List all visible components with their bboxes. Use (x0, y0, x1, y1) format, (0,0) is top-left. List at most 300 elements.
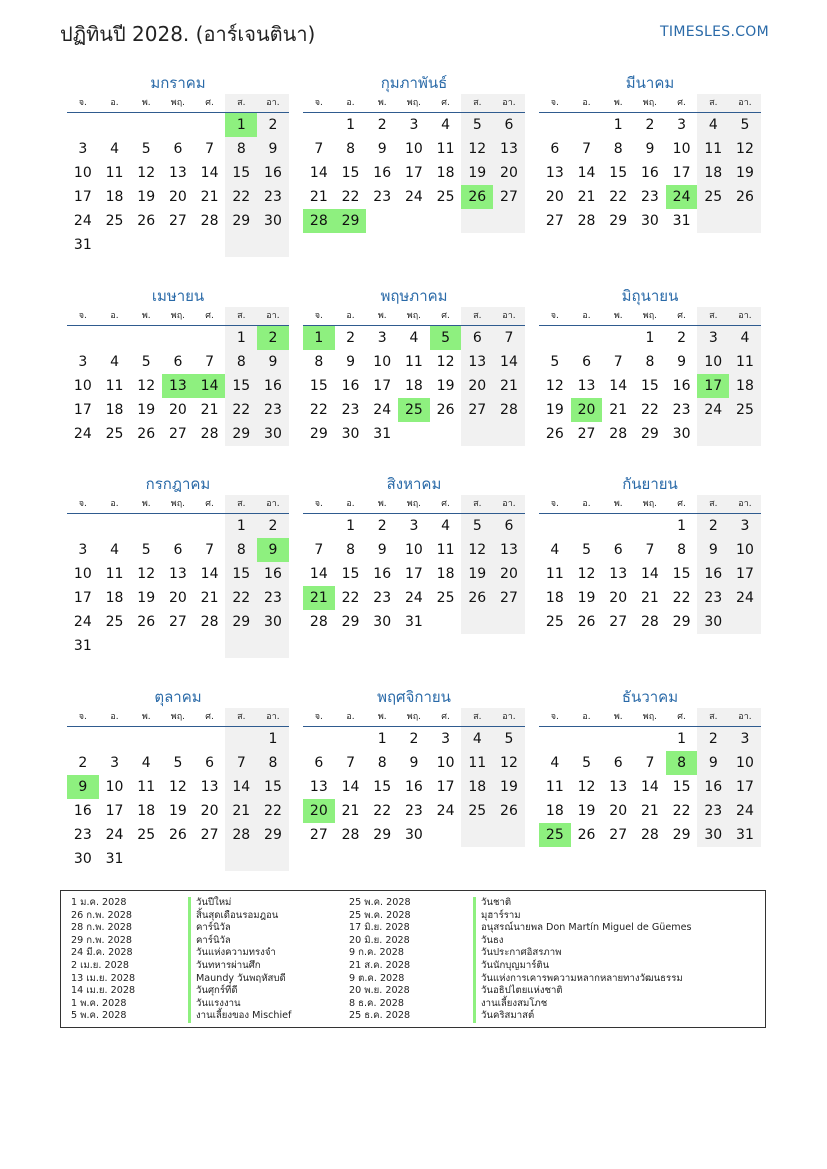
day-cell[interactable]: 21 (309, 189, 328, 205)
day-cell[interactable]: 21 (225, 799, 257, 823)
day-cell[interactable]: 6 (493, 113, 525, 137)
day-cell[interactable]: 19 (461, 161, 493, 185)
day-cell[interactable]: 28 (200, 213, 219, 229)
day-cell[interactable]: 23 (404, 803, 423, 819)
day-cell[interactable]: 3 (78, 354, 88, 370)
day-cell[interactable]: 22 (609, 189, 628, 205)
day-cell[interactable]: 28 (640, 614, 659, 630)
day-cell[interactable]: 29 (640, 426, 659, 442)
day-cell[interactable]: 22 (341, 189, 360, 205)
day-cell[interactable]: 4 (441, 117, 451, 133)
day-cell[interactable]: 18 (436, 165, 455, 181)
day-cell[interactable]: 13 (545, 165, 564, 181)
day-cell[interactable]: 7 (645, 542, 655, 558)
day-cell[interactable]: 15 (309, 378, 328, 394)
day-cell[interactable]: 15 (225, 562, 257, 586)
holiday-day-cell[interactable]: 1 (303, 326, 335, 350)
day-cell[interactable]: 16 (697, 775, 729, 799)
day-cell[interactable]: 10 (729, 751, 761, 775)
holiday-day-cell[interactable]: 9 (257, 538, 289, 562)
day-cell[interactable]: 14 (225, 775, 257, 799)
day-cell[interactable]: 31 (73, 237, 92, 253)
day-cell[interactable]: 18 (729, 374, 761, 398)
day-cell[interactable]: 25 (105, 213, 124, 229)
day-cell[interactable]: 11 (436, 542, 455, 558)
day-cell[interactable]: 2 (257, 113, 289, 137)
day-cell[interactable]: 27 (309, 827, 328, 843)
day-cell[interactable]: 17 (373, 378, 392, 394)
day-cell[interactable]: 5 (582, 542, 591, 558)
day-cell[interactable]: 18 (461, 775, 493, 799)
day-cell[interactable]: 21 (577, 189, 596, 205)
day-cell[interactable]: 17 (404, 165, 423, 181)
day-cell[interactable]: 28 (577, 213, 596, 229)
holiday-day-cell[interactable]: 14 (194, 374, 226, 398)
day-cell[interactable]: 20 (168, 590, 187, 606)
day-cell[interactable]: 27 (493, 586, 525, 610)
day-cell[interactable]: 26 (137, 426, 156, 442)
day-cell[interactable]: 10 (404, 141, 423, 157)
day-cell[interactable]: 6 (205, 755, 215, 771)
day-cell[interactable]: 14 (609, 378, 628, 394)
day-cell[interactable]: 6 (173, 542, 183, 558)
site-logo[interactable]: TIMESLES.COM (660, 24, 769, 40)
day-cell[interactable]: 25 (697, 185, 729, 209)
holiday-day-cell[interactable]: 17 (697, 374, 729, 398)
day-cell[interactable]: 16 (697, 562, 729, 586)
day-cell[interactable]: 12 (137, 566, 156, 582)
holiday-day-cell[interactable]: 20 (303, 799, 335, 823)
day-cell[interactable]: 25 (137, 827, 156, 843)
day-cell[interactable]: 27 (168, 426, 187, 442)
day-cell[interactable]: 11 (105, 566, 124, 582)
day-cell[interactable]: 25 (729, 398, 761, 422)
day-cell[interactable]: 2 (377, 117, 387, 133)
day-cell[interactable]: 8 (677, 542, 687, 558)
day-cell[interactable]: 15 (225, 161, 257, 185)
day-cell[interactable]: 14 (640, 566, 659, 582)
day-cell[interactable]: 16 (341, 378, 360, 394)
day-cell[interactable]: 15 (672, 566, 691, 582)
day-cell[interactable]: 27 (545, 213, 564, 229)
day-cell[interactable]: 24 (404, 189, 423, 205)
day-cell[interactable]: 2 (346, 330, 355, 346)
day-cell[interactable]: 30 (404, 827, 423, 843)
day-cell[interactable]: 2 (677, 330, 687, 346)
day-cell[interactable]: 7 (346, 755, 355, 771)
day-cell[interactable]: 14 (341, 779, 360, 795)
day-cell[interactable]: 28 (225, 823, 257, 847)
day-cell[interactable]: 1 (346, 117, 355, 133)
day-cell[interactable]: 30 (257, 209, 289, 233)
day-cell[interactable]: 3 (729, 727, 761, 751)
day-cell[interactable]: 16 (257, 562, 289, 586)
day-cell[interactable]: 8 (314, 354, 324, 370)
day-cell[interactable]: 9 (697, 538, 729, 562)
day-cell[interactable]: 21 (640, 590, 659, 606)
day-cell[interactable]: 22 (672, 590, 691, 606)
day-cell[interactable]: 1 (677, 731, 687, 747)
day-cell[interactable]: 5 (582, 755, 591, 771)
day-cell[interactable]: 7 (205, 354, 215, 370)
day-cell[interactable]: 29 (257, 823, 289, 847)
day-cell[interactable]: 26 (577, 827, 596, 843)
day-cell[interactable]: 21 (640, 803, 659, 819)
day-cell[interactable]: 1 (377, 731, 387, 747)
day-cell[interactable]: 17 (73, 590, 92, 606)
day-cell[interactable]: 22 (225, 398, 257, 422)
day-cell[interactable]: 9 (697, 751, 729, 775)
day-cell[interactable]: 31 (404, 614, 423, 630)
day-cell[interactable]: 19 (577, 803, 596, 819)
day-cell[interactable]: 30 (697, 610, 729, 634)
day-cell[interactable]: 9 (377, 542, 387, 558)
day-cell[interactable]: 8 (346, 542, 355, 558)
day-cell[interactable]: 19 (461, 562, 493, 586)
day-cell[interactable]: 14 (577, 165, 596, 181)
day-cell[interactable]: 25 (436, 189, 455, 205)
day-cell[interactable]: 7 (493, 326, 525, 350)
day-cell[interactable]: 5 (141, 354, 151, 370)
day-cell[interactable]: 10 (73, 378, 92, 394)
day-cell[interactable]: 31 (672, 213, 691, 229)
day-cell[interactable]: 18 (105, 189, 124, 205)
day-cell[interactable]: 24 (729, 586, 761, 610)
day-cell[interactable]: 1 (677, 518, 687, 534)
holiday-day-cell[interactable]: 24 (666, 185, 698, 209)
day-cell[interactable]: 25 (436, 590, 455, 606)
day-cell[interactable]: 30 (73, 851, 92, 867)
holiday-day-cell[interactable]: 26 (461, 185, 493, 209)
day-cell[interactable]: 30 (373, 614, 392, 630)
day-cell[interactable]: 16 (257, 161, 289, 185)
day-cell[interactable]: 24 (436, 803, 455, 819)
day-cell[interactable]: 1 (225, 514, 257, 538)
day-cell[interactable]: 3 (78, 141, 88, 157)
day-cell[interactable]: 26 (137, 213, 156, 229)
day-cell[interactable]: 22 (341, 590, 360, 606)
day-cell[interactable]: 9 (377, 141, 387, 157)
day-cell[interactable]: 11 (729, 350, 761, 374)
day-cell[interactable]: 3 (409, 518, 419, 534)
day-cell[interactable]: 27 (168, 213, 187, 229)
day-cell[interactable]: 1 (645, 330, 655, 346)
day-cell[interactable]: 9 (257, 137, 289, 161)
day-cell[interactable]: 24 (73, 426, 92, 442)
day-cell[interactable]: 8 (377, 755, 387, 771)
day-cell[interactable]: 13 (493, 538, 525, 562)
day-cell[interactable]: 12 (461, 538, 493, 562)
day-cell[interactable]: 1 (257, 727, 289, 751)
day-cell[interactable]: 24 (105, 827, 124, 843)
day-cell[interactable]: 18 (105, 590, 124, 606)
day-cell[interactable]: 14 (309, 566, 328, 582)
day-cell[interactable]: 20 (200, 803, 219, 819)
day-cell[interactable]: 16 (404, 779, 423, 795)
day-cell[interactable]: 23 (257, 398, 289, 422)
day-cell[interactable]: 24 (404, 590, 423, 606)
day-cell[interactable]: 4 (409, 330, 419, 346)
day-cell[interactable]: 7 (613, 354, 623, 370)
day-cell[interactable]: 14 (309, 165, 328, 181)
day-cell[interactable]: 2 (257, 514, 289, 538)
day-cell[interactable]: 15 (225, 374, 257, 398)
day-cell[interactable]: 7 (205, 141, 215, 157)
day-cell[interactable]: 30 (341, 426, 360, 442)
day-cell[interactable]: 23 (341, 402, 360, 418)
day-cell[interactable]: 3 (377, 330, 387, 346)
day-cell[interactable]: 6 (613, 542, 623, 558)
day-cell[interactable]: 29 (225, 422, 257, 446)
day-cell[interactable]: 16 (373, 566, 392, 582)
day-cell[interactable]: 22 (225, 185, 257, 209)
day-cell[interactable]: 13 (168, 165, 187, 181)
day-cell[interactable]: 22 (257, 799, 289, 823)
day-cell[interactable]: 10 (373, 354, 392, 370)
day-cell[interactable]: 4 (550, 542, 560, 558)
day-cell[interactable]: 20 (168, 402, 187, 418)
day-cell[interactable]: 7 (314, 141, 324, 157)
day-cell[interactable]: 2 (377, 518, 387, 534)
day-cell[interactable]: 15 (373, 779, 392, 795)
day-cell[interactable]: 2 (645, 117, 655, 133)
day-cell[interactable]: 4 (729, 326, 761, 350)
day-cell[interactable]: 4 (110, 354, 119, 370)
day-cell[interactable]: 28 (200, 614, 219, 630)
day-cell[interactable]: 14 (200, 165, 219, 181)
holiday-day-cell[interactable]: 1 (225, 113, 257, 137)
day-cell[interactable]: 13 (461, 350, 493, 374)
day-cell[interactable]: 23 (257, 185, 289, 209)
day-cell[interactable]: 2 (78, 755, 88, 771)
day-cell[interactable]: 12 (577, 779, 596, 795)
day-cell[interactable]: 29 (341, 614, 360, 630)
day-cell[interactable]: 10 (404, 542, 423, 558)
day-cell[interactable]: 29 (672, 614, 691, 630)
day-cell[interactable]: 21 (609, 402, 628, 418)
day-cell[interactable]: 8 (613, 141, 623, 157)
day-cell[interactable]: 26 (461, 586, 493, 610)
day-cell[interactable]: 22 (225, 586, 257, 610)
day-cell[interactable]: 27 (168, 614, 187, 630)
day-cell[interactable]: 26 (493, 799, 525, 823)
day-cell[interactable]: 29 (672, 827, 691, 843)
day-cell[interactable]: 1 (346, 518, 355, 534)
day-cell[interactable]: 24 (729, 799, 761, 823)
day-cell[interactable]: 11 (545, 566, 564, 582)
day-cell[interactable]: 6 (461, 326, 493, 350)
day-cell[interactable]: 7 (205, 542, 215, 558)
day-cell[interactable]: 24 (73, 614, 92, 630)
day-cell[interactable]: 12 (137, 165, 156, 181)
day-cell[interactable]: 1 (613, 117, 623, 133)
day-cell[interactable]: 4 (441, 518, 451, 534)
holiday-day-cell[interactable]: 28 (303, 209, 335, 233)
day-cell[interactable]: 5 (493, 727, 525, 751)
day-cell[interactable]: 11 (105, 378, 124, 394)
day-cell[interactable]: 29 (225, 610, 257, 634)
day-cell[interactable]: 12 (137, 378, 156, 394)
day-cell[interactable]: 6 (173, 141, 183, 157)
day-cell[interactable]: 18 (137, 803, 156, 819)
day-cell[interactable]: 19 (137, 590, 156, 606)
day-cell[interactable]: 12 (461, 137, 493, 161)
day-cell[interactable]: 3 (677, 117, 687, 133)
day-cell[interactable]: 4 (697, 113, 729, 137)
day-cell[interactable]: 9 (645, 141, 655, 157)
day-cell[interactable]: 15 (257, 775, 289, 799)
day-cell[interactable]: 4 (461, 727, 493, 751)
day-cell[interactable]: 10 (73, 165, 92, 181)
day-cell[interactable]: 11 (461, 751, 493, 775)
day-cell[interactable]: 27 (609, 827, 628, 843)
day-cell[interactable]: 30 (697, 823, 729, 847)
day-cell[interactable]: 8 (225, 137, 257, 161)
day-cell[interactable]: 23 (697, 799, 729, 823)
day-cell[interactable]: 23 (73, 827, 92, 843)
day-cell[interactable]: 6 (173, 354, 183, 370)
day-cell[interactable]: 19 (577, 590, 596, 606)
day-cell[interactable]: 11 (105, 165, 124, 181)
day-cell[interactable]: 14 (200, 566, 219, 582)
day-cell[interactable]: 18 (545, 803, 564, 819)
day-cell[interactable]: 12 (436, 354, 455, 370)
day-cell[interactable]: 7 (645, 755, 655, 771)
day-cell[interactable]: 17 (672, 165, 691, 181)
day-cell[interactable]: 25 (105, 614, 124, 630)
day-cell[interactable]: 26 (168, 827, 187, 843)
day-cell[interactable]: 21 (200, 189, 219, 205)
day-cell[interactable]: 10 (672, 141, 691, 157)
day-cell[interactable]: 17 (73, 189, 92, 205)
day-cell[interactable]: 16 (257, 374, 289, 398)
day-cell[interactable]: 10 (697, 350, 729, 374)
day-cell[interactable]: 17 (436, 779, 455, 795)
day-cell[interactable]: 21 (341, 803, 360, 819)
day-cell[interactable]: 5 (141, 542, 151, 558)
day-cell[interactable]: 6 (550, 141, 560, 157)
day-cell[interactable]: 8 (225, 538, 257, 562)
day-cell[interactable]: 31 (373, 426, 392, 442)
day-cell[interactable]: 12 (577, 566, 596, 582)
day-cell[interactable]: 4 (110, 542, 119, 558)
day-cell[interactable]: 23 (697, 586, 729, 610)
day-cell[interactable]: 5 (550, 354, 560, 370)
day-cell[interactable]: 15 (341, 165, 360, 181)
day-cell[interactable]: 18 (105, 402, 124, 418)
day-cell[interactable]: 9 (346, 354, 355, 370)
day-cell[interactable]: 4 (550, 755, 560, 771)
day-cell[interactable]: 29 (609, 213, 628, 229)
day-cell[interactable]: 23 (640, 189, 659, 205)
day-cell[interactable]: 17 (404, 566, 423, 582)
holiday-day-cell[interactable]: 9 (67, 775, 99, 799)
day-cell[interactable]: 2 (697, 514, 729, 538)
day-cell[interactable]: 22 (373, 803, 392, 819)
holiday-day-cell[interactable]: 2 (257, 326, 289, 350)
day-cell[interactable]: 30 (257, 610, 289, 634)
holiday-day-cell[interactable]: 13 (162, 374, 194, 398)
day-cell[interactable]: 6 (314, 755, 324, 771)
day-cell[interactable]: 7 (582, 141, 591, 157)
day-cell[interactable]: 11 (545, 779, 564, 795)
day-cell[interactable]: 8 (346, 141, 355, 157)
day-cell[interactable]: 5 (141, 141, 151, 157)
day-cell[interactable]: 18 (545, 590, 564, 606)
day-cell[interactable]: 22 (309, 402, 328, 418)
day-cell[interactable]: 17 (729, 775, 761, 799)
day-cell[interactable]: 16 (373, 165, 392, 181)
day-cell[interactable]: 13 (577, 378, 596, 394)
day-cell[interactable]: 28 (640, 827, 659, 843)
day-cell[interactable]: 19 (729, 161, 761, 185)
day-cell[interactable]: 11 (404, 354, 423, 370)
day-cell[interactable]: 27 (461, 398, 493, 422)
day-cell[interactable]: 12 (729, 137, 761, 161)
day-cell[interactable]: 5 (729, 113, 761, 137)
day-cell[interactable]: 23 (373, 189, 392, 205)
day-cell[interactable]: 15 (640, 378, 659, 394)
day-cell[interactable]: 2 (697, 727, 729, 751)
day-cell[interactable]: 19 (168, 803, 187, 819)
day-cell[interactable]: 27 (577, 426, 596, 442)
day-cell[interactable]: 16 (640, 165, 659, 181)
day-cell[interactable]: 11 (137, 779, 156, 795)
day-cell[interactable]: 19 (137, 189, 156, 205)
day-cell[interactable]: 29 (309, 426, 328, 442)
day-cell[interactable]: 17 (105, 803, 124, 819)
day-cell[interactable]: 28 (609, 426, 628, 442)
day-cell[interactable]: 31 (105, 851, 124, 867)
day-cell[interactable]: 6 (493, 514, 525, 538)
day-cell[interactable]: 11 (697, 137, 729, 161)
day-cell[interactable]: 14 (640, 779, 659, 795)
day-cell[interactable]: 25 (545, 614, 564, 630)
day-cell[interactable]: 27 (493, 185, 525, 209)
day-cell[interactable]: 8 (645, 354, 655, 370)
day-cell[interactable]: 8 (225, 350, 257, 374)
day-cell[interactable]: 12 (493, 751, 525, 775)
day-cell[interactable]: 3 (441, 731, 451, 747)
day-cell[interactable]: 10 (436, 755, 455, 771)
day-cell[interactable]: 10 (105, 779, 124, 795)
day-cell[interactable]: 20 (493, 562, 525, 586)
day-cell[interactable]: 15 (341, 566, 360, 582)
day-cell[interactable]: 2 (409, 731, 419, 747)
holiday-day-cell[interactable]: 5 (430, 326, 462, 350)
day-cell[interactable]: 31 (729, 823, 761, 847)
day-cell[interactable]: 20 (545, 189, 564, 205)
day-cell[interactable]: 31 (73, 638, 92, 654)
day-cell[interactable]: 26 (436, 402, 455, 418)
day-cell[interactable]: 6 (613, 755, 623, 771)
day-cell[interactable]: 21 (200, 402, 219, 418)
holiday-day-cell[interactable]: 25 (398, 398, 430, 422)
day-cell[interactable]: 17 (729, 562, 761, 586)
day-cell[interactable]: 5 (461, 113, 493, 137)
day-cell[interactable]: 23 (373, 590, 392, 606)
day-cell[interactable]: 13 (200, 779, 219, 795)
day-cell[interactable]: 6 (582, 354, 591, 370)
day-cell[interactable]: 24 (697, 398, 729, 422)
day-cell[interactable]: 10 (729, 538, 761, 562)
day-cell[interactable]: 3 (409, 117, 419, 133)
day-cell[interactable]: 11 (436, 141, 455, 157)
day-cell[interactable]: 26 (137, 614, 156, 630)
day-cell[interactable]: 28 (200, 426, 219, 442)
day-cell[interactable]: 24 (373, 402, 392, 418)
day-cell[interactable]: 29 (373, 827, 392, 843)
